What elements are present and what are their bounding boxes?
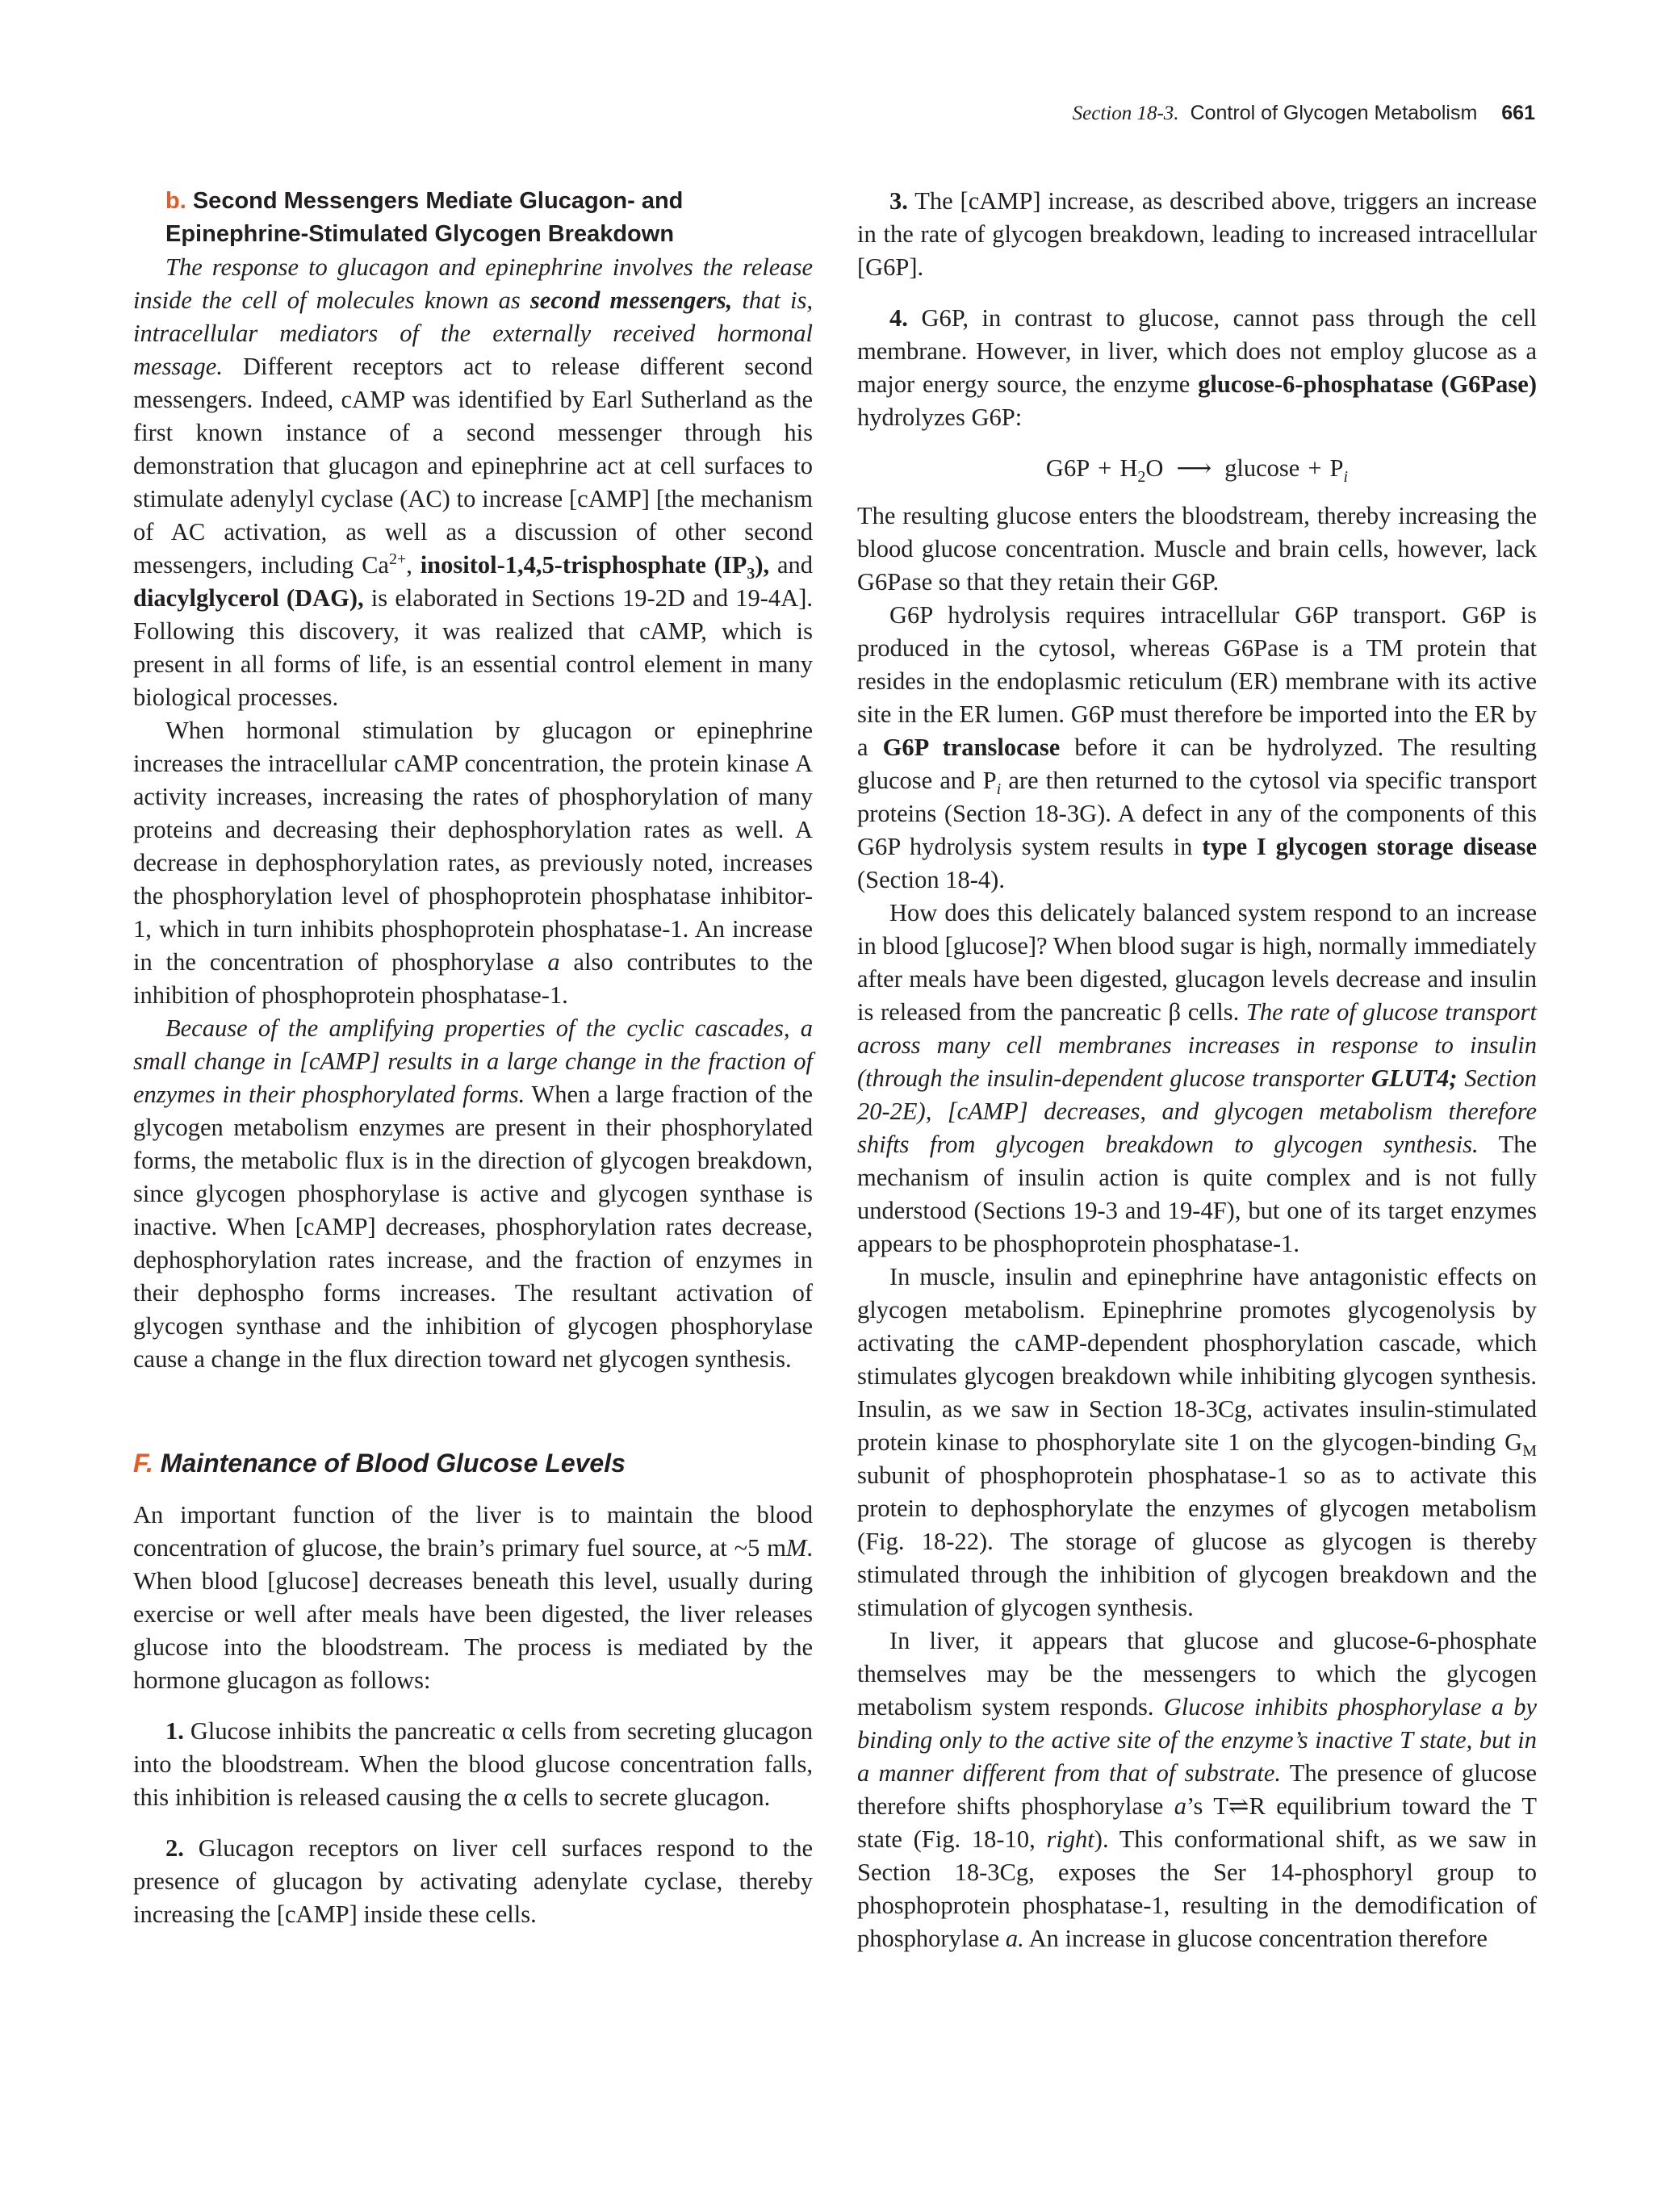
term-dag: diacylglycerol (DAG),: [133, 584, 364, 612]
paragraph-g6p-transport: [857, 599, 1537, 897]
text-span: Because of the amplifying properties of the cyclic cascades, a small change in [cAMP] results in a large change in the fraction of enzymes in their phosphorylated forms.: [133, 1014, 813, 1108]
text-span: ),: [755, 551, 770, 579]
subsection-letter: b.: [165, 188, 186, 214]
text-span: hydrolyzes G6P:: [857, 404, 1023, 431]
paragraph-liver: [857, 1625, 1537, 1955]
eq-phosphate: P: [1329, 454, 1344, 482]
subsection-title-line2: Epinephrine-Stimulated Glycogen Breakdown: [165, 221, 675, 247]
paragraph-hormonal-stimulation: [133, 714, 813, 1012]
eq-water-end: O: [1145, 454, 1164, 482]
list-item-2: [133, 1832, 813, 1931]
text-span: An important function of the liver is to maintain the blood concentration of glucose, the brain’s primary fuel source, at ~5 m: [133, 1501, 813, 1562]
text-span: G6P hydrolysis requires intracellular G6P transport. G6P is produced in the cytosol, whereas G6Pase is a TM protein that resides in the endoplasmic reticulum (ER) membrane with its active site in the ER lumen. G6P must therefore be imported into the ER by a: [857, 601, 1537, 761]
text-span: a: [547, 948, 560, 976]
list-number: 3.: [889, 187, 908, 215]
text-span: right: [1046, 1825, 1094, 1853]
reaction-arrow-icon: ⟶: [1176, 454, 1212, 482]
text-span: M: [785, 1534, 807, 1562]
term-g6pase: glucose-6-phosphatase (G6Pase): [1198, 370, 1537, 398]
text-span: Different receptors act to release different second messengers. Indeed, cAMP was identified by Earl Sutherland as the first known instance of a second messenger through his demonstration that glucagon and epinephrine act at cell surfaces to stimulate adenylyl cyclase (AC) to increase [cAMP] [the mechanism of AC activation, as well as a discussion of other second messengers, including Ca: [133, 353, 813, 579]
list-item-4: [857, 302, 1537, 434]
text-span: subunit of phosphoprotein phosphatase-1 so as to activate this protein to dephosphorylate the enzymes of glycogen metabolism (Fig. 18-22). The storage of glucose as glycogen is thereby stimulated through the inhibition of glycogen breakdown and the stimulation of glycogen synthesis.: [857, 1461, 1537, 1621]
text-span: The mechanism of insulin action is quite complex and is not fully understood (Sections 19-3 and 19-4F), but one of its target enzymes appears to be phosphoprotein phosphatase-1.: [857, 1131, 1537, 1257]
text-span: In muscle, insulin and epinephrine have antagonistic effects on glycogen metabolism. Epinephrine promotes glycogenolysis by activating the cAMP-dependent phosphorylation cascade, which stimulates glycogen breakdown while inhibiting glycogen synthesis. Insulin, as we saw in Section 18-3Cg, activates insulin-stimulated protein kinase to phosphorylate site 1 on the glycogen-binding G: [857, 1263, 1537, 1456]
text-span: The response to glucagon and epinephrine involves the release inside the cell of molecules known as: [133, 253, 813, 314]
subscript: M: [1522, 1442, 1537, 1461]
text-span: before it can be hydrolyzed. The resulting glucose and P: [857, 734, 1537, 794]
text-span: How does this delicately balanced system respond to an increase in blood [glucose]? When blood sugar is high, normally immediately after meals have been digested, glucagon levels decrease and insulin is released from the pancreatic β cells.: [857, 899, 1537, 1026]
subscript: 2: [1137, 468, 1146, 487]
list-number: 4.: [889, 304, 908, 332]
page-number: 661: [1501, 102, 1535, 124]
running-head-title: Control of Glycogen Metabolism: [1190, 102, 1478, 124]
text-span: ’s T: [1186, 1792, 1228, 1820]
text-span: also contributes to the inhibition of phosphoprotein phosphatase-1.: [133, 948, 813, 1009]
text-span: Glucose inhibits phosphorylase a by binding only to the active site of the enzyme’s inactive T state, but in a manner different from that of substrate.: [857, 1693, 1537, 1787]
equation-g6p-hydrolysis: [857, 452, 1537, 485]
right-column: [857, 185, 1537, 1955]
text-span: ). This conformational shift, as we saw in Section 18-3Cg, exposes the Ser 14-phosphoryl group to phosphoprotein phosphatase-1, resulting in the demodification of phosphorylase: [857, 1825, 1537, 1952]
eq-glucose: glucose: [1224, 454, 1300, 482]
subscript: i: [1343, 468, 1349, 487]
text-span: When hormonal stimulation by glucagon or epinephrine increases the intracellular cAMP concentration, the protein kinase A activity increases, increasing the rates of phosphorylation of many proteins and decreasing their dephosphorylation rates as well. A decrease in dephosphorylation rates, as previously noted, increases the phosphorylation level of phosphoprotein phosphatase inhibitor-1, which in turn inhibits phosphoprotein phosphatase-1. An increase in the concentration of phosphorylase: [133, 717, 813, 976]
list-number: 1.: [165, 1717, 184, 1745]
term-glut4: GLUT4;: [1371, 1064, 1458, 1092]
text-span: and: [769, 551, 813, 579]
text-span: ,: [406, 551, 421, 579]
section-title: Maintenance of Blood Glucose Levels: [160, 1449, 626, 1478]
running-head-section: Section 18-3.: [1072, 102, 1179, 124]
text-span: R equilibrium toward the T state (Fig. 18-10,: [857, 1792, 1537, 1853]
list-number: 2.: [165, 1834, 184, 1862]
running-head: [1073, 102, 1535, 125]
text-span: Section 20-2E), [cAMP] decreases, and glycogen metabolism therefore shifts from glycogen breakdown to glycogen synthesis.: [857, 1064, 1537, 1158]
paragraph-second-messengers: [133, 251, 813, 714]
paragraph-resulting-glucose: The resulting glucose enters the bloodstream, thereby increasing the blood glucose concentration. Muscle and brain cells, however, lack G6Pase so that they retain their G6P.: [857, 502, 1537, 596]
section-heading: [133, 1445, 813, 1481]
term-ip3: inositol-1,4,5-trisphosphate (IP: [420, 551, 747, 579]
text-span: The [cAMP] increase, as described above, triggers an increase in the rate of glycogen breakdown, leading to increased intracellular [G6P].: [857, 187, 1537, 281]
subsection-title-line1: Second Messengers Mediate Glucagon- and: [192, 188, 684, 214]
text-span: are then returned to the cytosol via specific transport proteins (Section 18-3G). A defect in any of the components of this G6P hydrolysis system results in: [857, 767, 1537, 860]
list-item-1: [133, 1715, 813, 1814]
text-span: Glucagon receptors on liver cell surfaces respond to the presence of glucagon by activating adenylate cyclase, thereby increasing the [cAMP] inside these cells.: [133, 1834, 813, 1928]
eq-g6p: G6P: [1045, 454, 1090, 482]
text-span: that is, intracellular mediators of the externally received hormonal message.: [133, 286, 814, 380]
text-span: G6P, in contrast to glucose, cannot pass through the cell membrane. However, in liver, which does not employ glucose as a major energy source, the enzyme: [857, 304, 1537, 398]
list-item-3: [857, 185, 1537, 284]
term-second-messengers: second messengers,: [529, 286, 733, 314]
text-span: is elaborated in Sections 19-2D and 19-4A]. Following this discovery, it was realized that cAMP, which is present in all forms of life, is an essential control element in many biological processes.: [133, 584, 813, 711]
subscript: i: [996, 780, 1002, 799]
text-span: a.: [1005, 1925, 1024, 1952]
subscript: 3: [747, 565, 755, 583]
subsection-heading: [165, 185, 813, 251]
text-span: In liver, it appears that glucose and glucose-6-phosphate themselves may be the messengers to which the glycogen metabolism system responds.: [857, 1627, 1537, 1721]
term-g6p-translocase: G6P translocase: [882, 734, 1061, 761]
equilibrium-arrow-icon: ⇌: [1228, 1792, 1249, 1820]
text-span: . When blood [glucose] decreases beneath this level, usually during exercise or well after meals have been digested, the liver releases glucose into the bloodstream. The process is mediated by the hormone glucagon as follows:: [133, 1534, 813, 1694]
text-span: The presence of glucose therefore shifts phosphorylase: [857, 1759, 1537, 1820]
term-glycogen-storage-disease: type I glycogen storage disease: [1202, 833, 1538, 860]
paragraph-muscle: [857, 1261, 1537, 1625]
superscript: 2+: [388, 550, 407, 568]
eq-water: H: [1119, 454, 1138, 482]
eq-plus: +: [1098, 454, 1112, 482]
eq-plus: +: [1308, 454, 1322, 482]
left-column: [133, 185, 813, 1931]
paragraph-amplifying: [133, 1012, 813, 1376]
text-span: The rate of glucose transport across many cell membranes increases in response to insulin (through the insulin-dependent glucose transporter: [857, 998, 1537, 1092]
text-span: An increase in glucose concentration therefore: [1023, 1925, 1488, 1952]
paragraph-liver-function: [133, 1499, 813, 1697]
text-span: (Section 18-4).: [857, 866, 1005, 893]
text-span: When a large fraction of the glycogen metabolism enzymes are present in their phosphorylated forms, the metabolic flux is in the direction of glycogen breakdown, since glycogen phosphorylase is active and glycogen synthase is inactive. When [cAMP] decreases, phosphorylation rates decrease, dephosphorylation rates increase, and the fraction of enzymes in their dephospho forms increases. The resultant activation of glycogen synthase and the inhibition of glycogen phosphorylase cause a change in the flux direction toward net glycogen synthesis.: [133, 1081, 813, 1373]
section-letter: F.: [133, 1449, 153, 1478]
text-span: a: [1174, 1792, 1186, 1820]
paragraph-blood-glucose-response: [857, 897, 1537, 1261]
text-span: Glucose inhibits the pancreatic α cells from secreting glucagon into the bloodstream. When the blood glucose concentration falls, this inhibition is released causing the α cells to secrete glucagon.: [133, 1717, 813, 1811]
